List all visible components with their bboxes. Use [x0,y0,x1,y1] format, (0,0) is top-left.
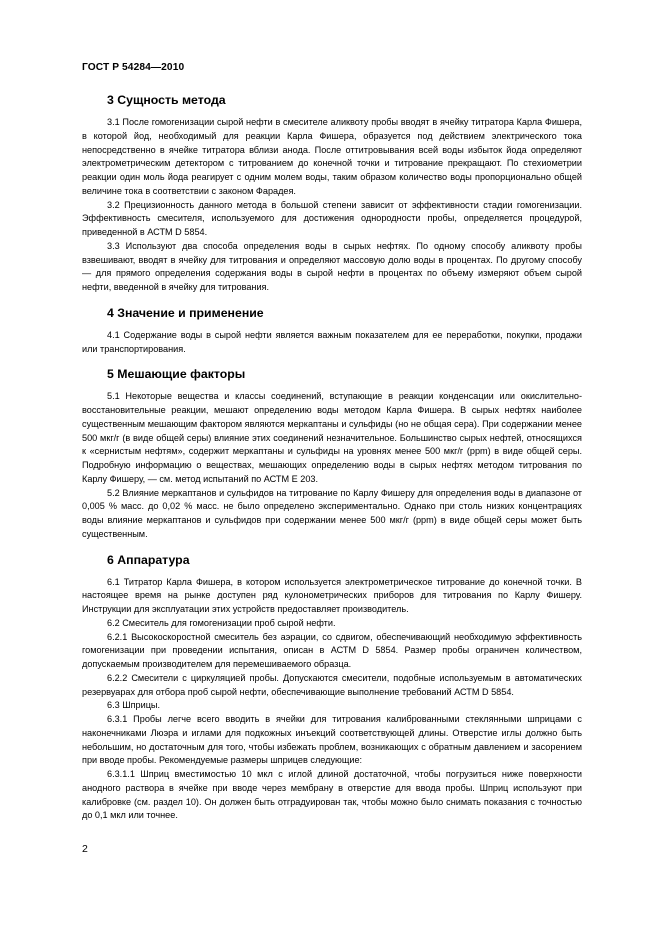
page-number: 2 [82,843,88,855]
paragraph-6-2-1: 6.2.1 Высокоскоростной смеситель без аэрации, со сдвигом, обеспечивающий необходимую эффективность гомогенизации при проведении испытания, описан в АСТМ D 5854. Размер пробы ограничен количеством, допускаемым производителем для перемешиваемого образца. [82,631,582,669]
section-6 [82,552,582,824]
paragraph-5-1: 5.1 Некоторые вещества и классы соединений, вступающие в реакции конденсации или окислительно-восстановительные реакции, мешают определению воды методом Карла Фишера. В сырых нефтях наиболее существенным мешающим фактором являются меркаптаны и сульфиды (но не общая сера). При содержании менее 500 мкг/г (в виде общей серы) влияние этих соединений незначительное. Большинство сырых нефтей, относящихся к «сернистым нефтям», содержит меркаптаны и сульфиды на уровнях менее 500 мкг/г (ppm) в виде общей серы. Подробную информацию о веществах, мешающих определению воды в сырых нефтях методом титрования по Карлу Фишеру, — см. метод испытаний по АСТМ Е 203. [82,391,582,484]
section-3 [82,92,582,295]
paragraph-3-2: 3.2 Прецизионность данного метода в большой степени зависит от эффективности стадии гомогенизации. Эффективность смесителя, используемого для достижения однородности пробы, определяется процедурой, приведенной в АСТМ D 5854. [82,199,582,237]
paragraph-6-2-2: 6.2.2 Смесители с циркуляцией пробы. Допускаются смесители, подобные используемым в автоматических резервуарах для отбора проб сырой нефти, обеспечивающие выполнение требований АСТМ D 5854. [82,672,582,697]
section-title: 3 Сущность метода [107,93,226,107]
document-header: ГОСТ Р 54284—2010 [82,62,185,73]
paragraph-3-1: 3.1 После гомогенизации сырой нефти в смесителе аликвоту пробы вводят в ячейку титратора Карла Фишера, в которой йод, необходимый для реакции Карла Фишера, образуется под действием электрического тока непосредственно в ячейке титратора вблизи анода. После оттитровывания всей воды избыток йода определяют электрометрическим детектором с титрованием до конечной точки и титрование прекращают. По стехиометрии реакции один моль йода реагирует с одним молем воды, таким образом количество воды пропорционально общей величине тока в соответствии с законом Фарадея. [82,117,582,196]
document-body [82,84,582,823]
section-title: 5 Мешающие факторы [107,367,246,382]
paragraph-3-3: 3.3 Используют два способа определения воды в сырых нефтях. По одному способу аликвоту пробы взвешивают, вводят в ячейку для титрования и определяют массовую долю воды в процентах. По другому способу — для прямого определения содержания воды в сырой нефти в процентах по объему измеряют объем сырой нефти, введенной в ячейку для титрования. [82,240,582,292]
paragraph-6-3-1: 6.3.1 Пробы легче всего вводить в ячейки для титрования калиброванными стеклянными шприцами с наконечниками Люэра и иглами для подкожных инъекций соответствующей длины. Отверстие иглы должно быть небольшим, но достаточным для того, чтобы избежать проблем, возникающих с обратным давлением и засорением при вводе пробы. Рекомендуемые размеры шприцев следующие: [82,714,582,766]
section-title: 6 Аппаратура [107,552,190,567]
paragraph-6-1: 6.1 Титратор Карла Фишера, в котором используется электрометрическое титрование до конечной точки. В настоящее время на рынке доступен ряд кулонометрических приборов для титрования по Карлу Фишеру. Инструкции для эксплуатации этих устройств предоставляет производитель. [82,576,582,614]
section-title: 4 Значение и применение [107,305,264,320]
section-4 [82,305,582,357]
paragraph-6-3: 6.3 Шприцы. [107,700,161,711]
paragraph-6-2: 6.2 Смеситель для гомогенизации проб сырой нефти. [107,617,336,628]
paragraph-4-1: 4.1 Содержание воды в сырой нефти является важным показателем для ее переработки, покупки, продажи или транспортирования. [82,329,582,354]
paragraph-6-3-1-1: 6.3.1.1 Шприц вместимостью 10 мкл с иглой длиной достаточной, чтобы погрузиться ниже поверхности анодного раствора в ячейке при вводе через мембрану в отверстие для ввода пробы. Шприц используют при калибровке (см. раздел 10). Он должен быть отградуирован так, чтобы можно было снимать показания с точностью до 0,1 мкл или точнее. [82,769,582,821]
section-5 [82,366,582,541]
paragraph-5-2: 5.2 Влияние меркаптанов и сульфидов на титрование по Карлу Фишеру для определения воды в диапазоне от 0,005 % масс. до 0,02 % масс. не было определено экспериментально. Однако при столь низких концентрациях воды влияние меркаптанов и сульфидов при содержании менее 500 мкг/г (ppm) в виде общей серы может быть существенным. [82,487,582,539]
